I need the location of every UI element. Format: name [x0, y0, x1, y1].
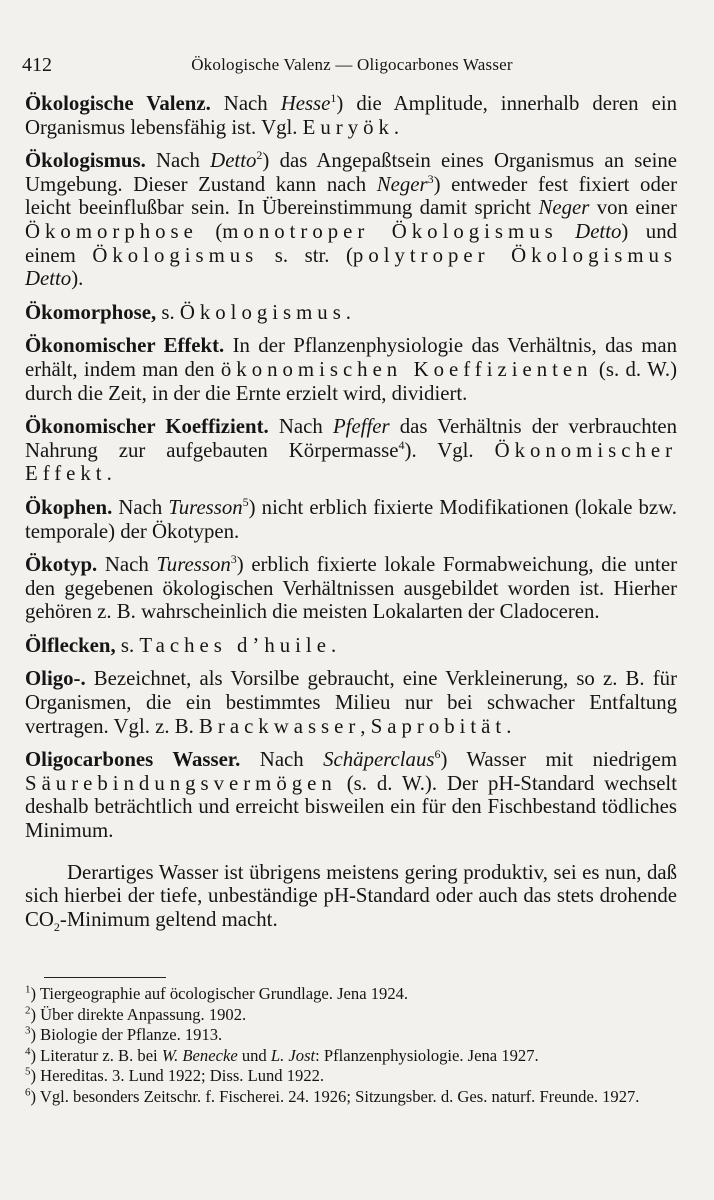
entry-text: Derartiges Wasser ist übrigens meistens gering produktiv, sei es nun, daß sich hierbei der tiefe, unbeständige pH-Standard oder auch das stets drohende CO [25, 860, 677, 931]
entry-text: ). Vgl. [404, 438, 495, 462]
entry-term: Ökonomischer Koeffizient. [25, 415, 269, 439]
entry-oligo [25, 667, 677, 738]
entry-text: ) Wasser mit niedrigem [440, 748, 677, 772]
footnote-number: 4 [25, 1044, 31, 1057]
footnote-6 [25, 1087, 677, 1108]
entry-text: Nach [210, 92, 281, 115]
footnote-text: ) Biologie der Pflanze. 1913. [30, 1025, 223, 1044]
entry-text: ) und einem [25, 219, 677, 267]
footnote-text: ) Über direkte Anpassung. 1902. [30, 1004, 247, 1024]
footnote-number: 2 [25, 1003, 31, 1016]
entry-text: das Verhältnis der verbrauchten Nahrung zur aufgebauten Körpermasse [25, 415, 678, 462]
author-name: Hesse [280, 92, 331, 115]
footnote-divider [44, 977, 166, 978]
author-name: W. Benecke [161, 1045, 238, 1065]
entry-term: Oligo-. [25, 667, 86, 691]
footnote-text: ) Hereditas. 3. Lund 1922; Diss. Lund 1922. [30, 1066, 325, 1085]
entry-oekotyp [25, 553, 677, 624]
entry-text: ). [71, 267, 84, 291]
page-header [22, 50, 682, 80]
footnote-ref: 5 [242, 494, 249, 509]
entry-text [558, 220, 575, 243]
entry-text: Nach [112, 495, 169, 519]
footnote-text: ) Literatur z. B. bei [30, 1045, 162, 1065]
footnote-ref: 3 [230, 552, 237, 567]
cross-reference: Taches d’huile [139, 633, 331, 657]
entry-oekologismus [25, 149, 677, 291]
cross-reference: monotroper Ökologismus [222, 219, 558, 243]
footnotes [25, 984, 677, 1107]
entry-text: . [345, 300, 351, 324]
entry-text: ) das Angepaßtsein eines Organismus an seine Umgebung. Dieser Zustand kann nach [25, 149, 677, 196]
entry-text: ) die Amplitude, innerhalb deren ein Organismus lebensfähig ist. Vgl. [25, 92, 677, 139]
entry-term: Oligocarbones Wasser. [25, 748, 241, 772]
author-name: Neger [376, 172, 428, 196]
footnote-4 [25, 1046, 677, 1067]
subscript: 2 [53, 919, 60, 934]
entry-text: In der Pflanzenphysiologie das Verhältnis, das man erhält, indem man den [25, 334, 677, 381]
footnote-number: 1 [25, 983, 31, 996]
dictionary-body [25, 92, 677, 941]
cross-reference: Ökologismus [179, 300, 346, 324]
entry-text: von einer [589, 196, 677, 220]
entry-text: ( [197, 219, 223, 243]
entry-text: Nach [97, 553, 157, 577]
footnote-text: und [237, 1045, 271, 1065]
author-name: Neger [538, 196, 590, 220]
footnote-number: 5 [25, 1065, 31, 1078]
page-number: 412 [22, 54, 52, 76]
footnote-ref: 2 [256, 148, 263, 163]
entry-oekophen [25, 496, 677, 543]
entry-term: Ökomorphose, [25, 300, 157, 324]
footnote-ref: 6 [434, 747, 441, 762]
entry-term: Ökologische Valenz. [25, 92, 211, 115]
entry-text: ) erblich fixierte lokale Formabweichung, die unter den gegebenen ökologischen Verhältnissen ausgebildet worden ist. Hierher gehören z. B. wahrscheinlich die meisten Lokalarten der Cladoceren. [25, 553, 677, 624]
entry-text: Bezeichnet, als Vorsilbe gebraucht, eine Verkleinerung, so z. B. für Organismen, die ein bestimmtes Milieu nur bei schwacher Entfaltung vertragen. Vgl. z. B. [25, 667, 677, 738]
cross-reference: Ökologismus [92, 243, 259, 267]
entry-term: Ökonomischer Effekt. [25, 334, 225, 358]
footnote-ref: 3 [427, 171, 434, 186]
author-name: Detto [25, 267, 72, 291]
author-name: Schäperclaus [323, 748, 435, 772]
author-name: Detto [575, 219, 622, 243]
entry-oekomorphose [25, 301, 677, 325]
cross-reference: Säurebindungsvermögen [25, 771, 337, 795]
entry-text: Nach [145, 149, 211, 173]
footnote-number: 6 [25, 1085, 31, 1098]
author-name: Turesson [156, 553, 231, 577]
continuation-paragraph [25, 861, 677, 932]
footnote-ref: 1 [330, 91, 337, 106]
running-title: Ökologische Valenz — Oligocarbones Wasser [191, 55, 513, 74]
footnote-1 [25, 984, 677, 1005]
entry-oekologische-valenz [25, 92, 677, 139]
entry-text: Nach [268, 415, 333, 439]
entry-oligocarbones-wasser [25, 748, 677, 842]
footnote-ref: 4 [398, 437, 405, 452]
cross-reference: ökonomischen Koeffizienten [220, 357, 593, 381]
entry-term: Ökophen. [25, 495, 113, 519]
footnote-number: 3 [25, 1024, 31, 1037]
entry-text: -Minimum geltend macht. [59, 907, 278, 931]
cross-reference: Euryök [302, 115, 394, 139]
footnote-2 [25, 1005, 677, 1026]
entry-text: s. str. ( [258, 243, 353, 267]
cross-reference: Saprobität [370, 714, 507, 738]
entry-text: ) nicht erblich fixierte Modifikationen (lokale bzw. temporale) der Ökotypen. [25, 495, 678, 543]
entry-text: . [330, 633, 337, 657]
entry-text: Nach [240, 748, 324, 772]
entry-text: (s. d. W.). Der pH-Standard wechselt deshalb beträchtlich und erreicht bisweilen ein für den Fischbestand tödliches Minimum. [25, 771, 677, 843]
footnote-text: : Pflanzenphysiologie. Jena 1927. [315, 1045, 539, 1065]
author-name: L. Jost [270, 1045, 316, 1065]
entry-oelflecken [25, 634, 677, 658]
footnote-5 [25, 1066, 677, 1087]
footnote-3 [25, 1025, 677, 1046]
entry-text: . [106, 462, 112, 486]
footnote-text: ) Tiergeographie auf öcologischer Grundlage. Jena 1924. [30, 984, 409, 1003]
author-name: Detto [210, 149, 257, 173]
entry-text: s. [156, 300, 180, 324]
entry-text: , [360, 714, 371, 738]
entry-oekonomischer-effekt [25, 334, 677, 405]
cross-reference: Ökonomischer Effekt [25, 438, 678, 486]
entry-text: . [393, 115, 400, 139]
cross-reference: polytroper Ökologismus [352, 243, 678, 267]
entry-text: . [506, 714, 512, 738]
cross-reference: Ökomorphose [25, 219, 198, 243]
entry-term: Ölflecken, [25, 633, 116, 657]
entry-text: s. [115, 633, 140, 657]
cross-reference: Brackwasser [199, 714, 361, 738]
footnote-text: ) Vgl. besonders Zeitschr. f. Fischerei. 24. 1926; Sitzungsber. d. Ges. naturf. Freunde. 1927. [30, 1086, 640, 1106]
entry-term: Ökologismus. [25, 149, 146, 173]
entry-text: (s. d. W.) durch die Zeit, in der die Ernte erzielt wird, dividiert. [25, 357, 677, 405]
entry-text: ) entweder fest fixiert oder leicht beeinflußbar sein. In Übereinstimmung damit spricht [25, 172, 678, 220]
author-name: Pfeffer [332, 415, 390, 439]
author-name: Turesson [168, 495, 243, 519]
entry-oekonomischer-koeffizient [25, 415, 677, 486]
entry-term: Ökotyp. [25, 553, 98, 577]
